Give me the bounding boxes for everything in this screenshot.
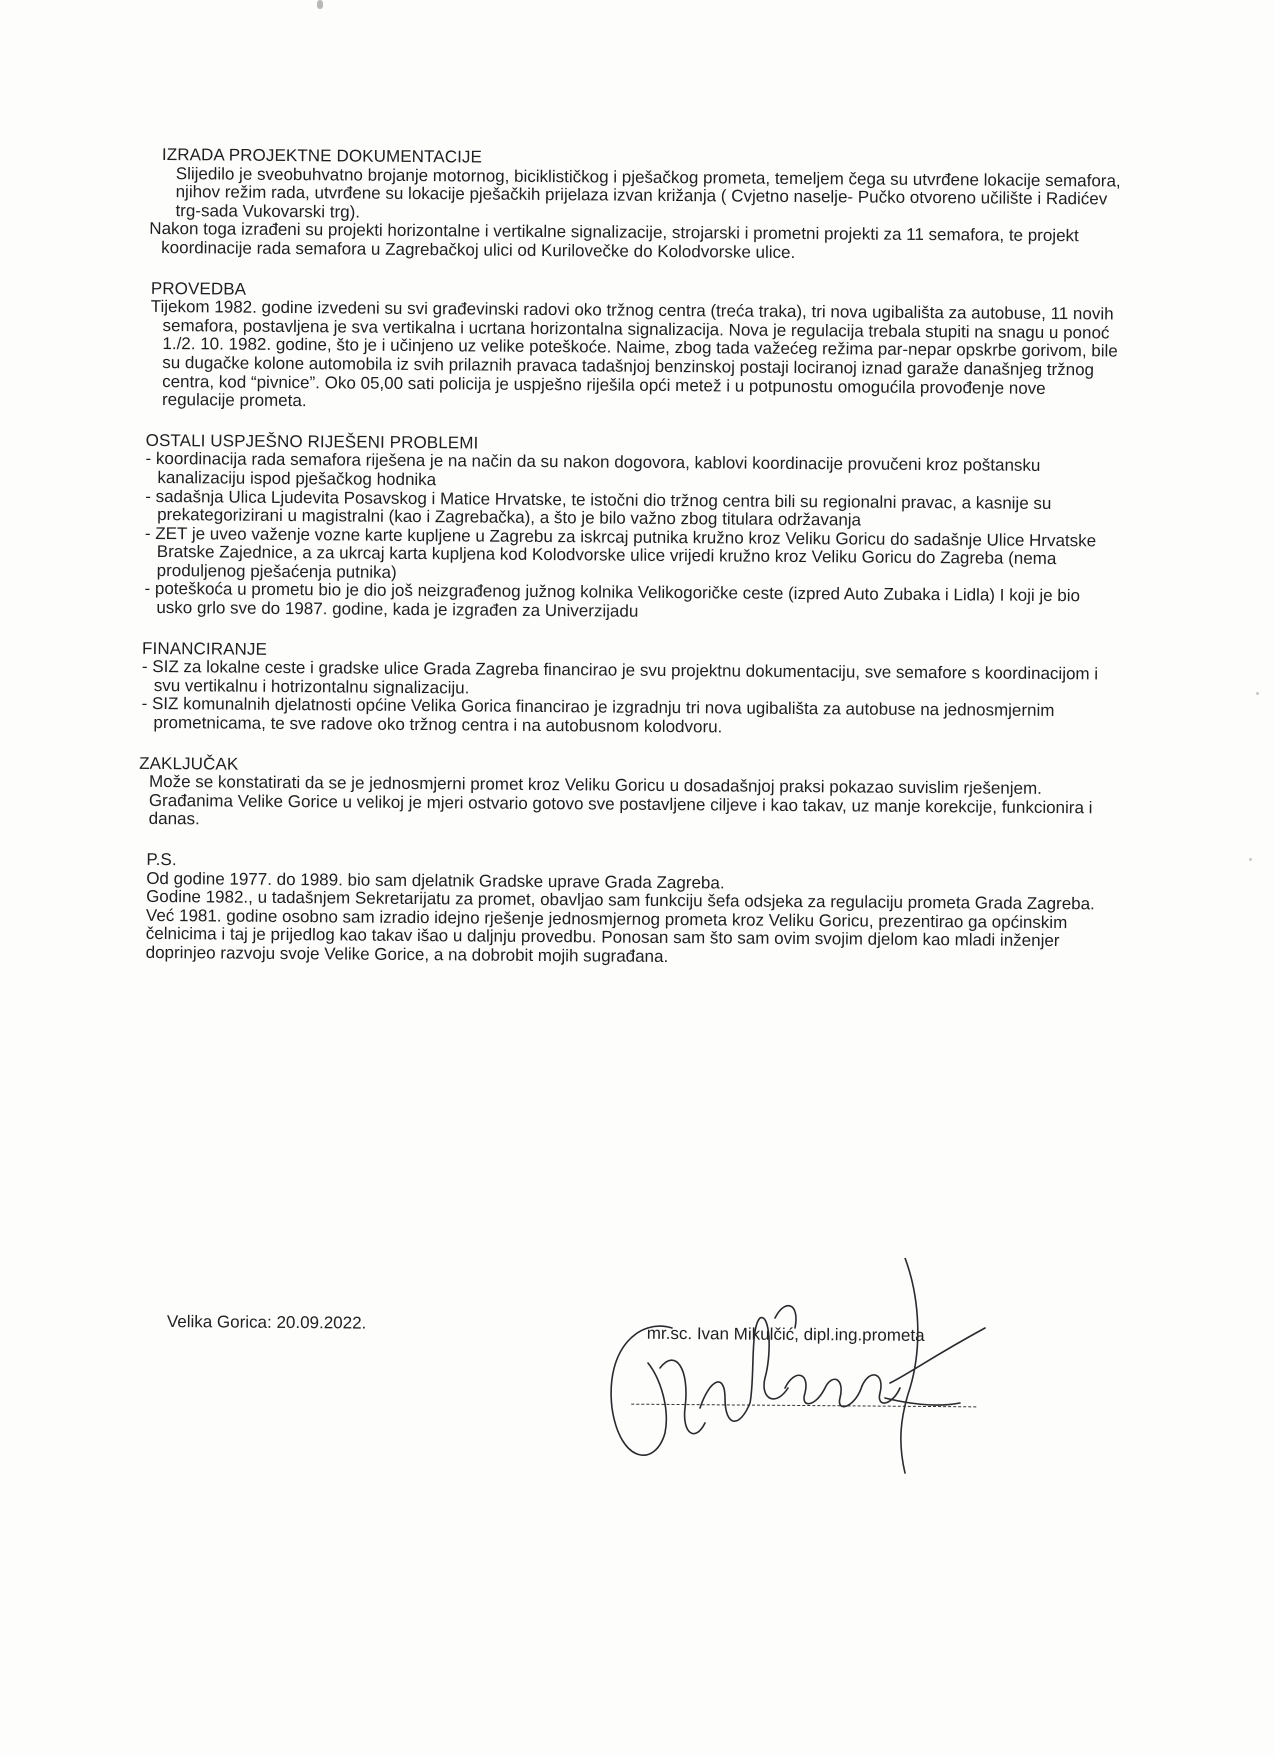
list-item: - ZET je uveo važenje vozne karte kupljene u Zagrebu za iskrcaj putnika kružno kroz Veliku Goricu do sadašnje Ulice Hrvatske Bratske Zajednice, a za ukrcaj karta kupljena kod Kolodvorske ulice vrijedi kružno kroz Veliku Goricu do Zagreba (nema produljenog pješaćenja putnika) (144, 523, 1097, 582)
section-heading: IZRADA PROJEKTNE DOKUMENTACIJE (161, 145, 483, 167)
bullet-list (141, 658, 1118, 740)
paragraph: Slijedilo je sveobuhvatno brojanje motornog, biciklističkog i pješačkog prometa, temeljem čega su utvrđene lokacije semafora, njihov režim rada, utvrđene su lokacije pješačkih prijelaza izvan križanja ( Cvjetno naselje- Pučko otvoreno učilište i Radićev trg-sada Vukovarski trg). (175, 163, 1121, 222)
scan-speck (1249, 858, 1252, 861)
section-heading: P.S. (146, 849, 177, 870)
section-ostali (144, 430, 1119, 625)
paragraph: Godine 1982., u tadašnjem Sekretarijatu za promet, obavljao sam funkciju šefa odsjeka za regulaciju prometa Grada Zagreba. Već 1981. godine osobno sam izradio idejno rješenje jednosmjernog prometa kroz Veliku Goricu, prezentirao ga općinskim čelnicima i taj je prijedlog kao takav išao u daljnju provedbu. Ponosan sam što sam ovim svojim djelom kao mladi inženjer doprinjeo razvoju svoje Velike Gorice, a na dobrobit mojih sugrađana. (145, 887, 1095, 966)
section-financiranje (141, 638, 1118, 741)
place-date: Velika Gorica: 20.09.2022. (166, 1311, 367, 1333)
signer-name: mr.sc. Ivan Mikulčić, dipl.ing.prometa (646, 1323, 925, 1345)
section-ps (145, 849, 1117, 970)
document-body (139, 145, 1122, 970)
paragraph: Nakon toga izrađeni su projekti horizontalne i vertikalne signalizacije, strojarski i prometni projekti za 11 semafora, te projekt koordinacije rada semafora u Zagrebačkoj ulici od Kurilovečke do Kolodvorske ulice. (149, 219, 1079, 262)
section-provedba (150, 278, 1121, 418)
section-heading: ZAKLJUČAK (139, 753, 239, 774)
handwritten-signature (600, 1258, 1000, 1498)
list-item: - poteškoća u prometu bio je dio još neizgrađenog južnog kolnika Velikogoričke ceste (izpred Auto Zubaka i Lidla) I koji je bio usko grlo sve do 1987. godine, kada je izgrađen za Univerzijadu (144, 579, 1081, 621)
list-item: - sadašnja Ulica Ljudevita Posavskog i Matice Hrvatske, te istočni dio tržnog centra bili su regionalni pravac, a kasnije su prekategorizirani u magistralni (kao i Zagrebačka), a što je bilo važno zbog titulara održavanja (145, 486, 1052, 530)
paragraph: Može se konstatirati da se je jednosmjerni promet kroz Veliku Goricu u dosadašnjoj praksi pokazao suvislim rješenjem. Građanima Velike Gorice u velikoj je mjeri ostvario gotovo sve postavljene ciljeve i kao takav, uz manje korekcije, funkcionira i danas. (148, 772, 1093, 829)
list-item: - SIZ za lokalne ceste i gradske ulice Grada Zagreba financirao je svu projektnu dokumentaciju, sve semafore s koordinacijom i svu vertikalnu i hotrizontalnu signalizaciju. (141, 657, 1099, 698)
section-heading: PROVEDBA (150, 278, 247, 299)
paragraph: Od godine 1977. do 1989. bio sam djelatnik Gradske uprave Grada Zagreba. (146, 868, 725, 893)
section-heading: OSTALI USPJEŠNO RIJEŠENI PROBLEMI (145, 430, 479, 453)
section-projektna (149, 145, 1122, 265)
section-zakljucak (139, 753, 1118, 837)
paragraph: Tijekom 1982. godine izvedeni su svi građevinski radovi oko tržnog centra (treća traka), tri nova ugibališta za autobuse, 11 novih semafora, postavljena je sva vertikalna i ucrtana horizontalna signalizacija. Nova je regulacija trebala stupiti na snagu u ponoć 1./2. 10. 1982. godine, što je i učinjeno uz velike poteškoće. Naime, zbog tada važećeg režima par-nepar opskrbe gorivom, bile su dugačke kolone automobila iz svih prilaznih pravaca tadašnjoj benzinskoj postaji lociranoj iznad garaže današnjeg tržnog centra, kod “pivnice”. Oko 05,00 sati policija je uspješno riješila opći metež i u potpunostu omogućila provođenje nove regulacije prometa. (150, 297, 1118, 411)
scan-speck (1256, 692, 1259, 695)
list-item: - koordinacija rada semafora riješena je na način da su nakon dogovora, kablovi koordinacije provučeni kroz poštansku kanalizaciju ispod pješačkog hodnika (145, 449, 1041, 490)
list-item: - SIZ komunalnih djelatnosti općine Velika Gorica financirao je izgradnju tri nova ugibališta za autobuse na jednosmjernim prometnicama, te sve radove oko tržnog centra i na autobusnom kolodvoru. (141, 694, 1055, 737)
bullet-list (144, 450, 1119, 625)
section-heading: FINANCIRANJE (141, 638, 268, 659)
scan-mark (317, 0, 323, 9)
